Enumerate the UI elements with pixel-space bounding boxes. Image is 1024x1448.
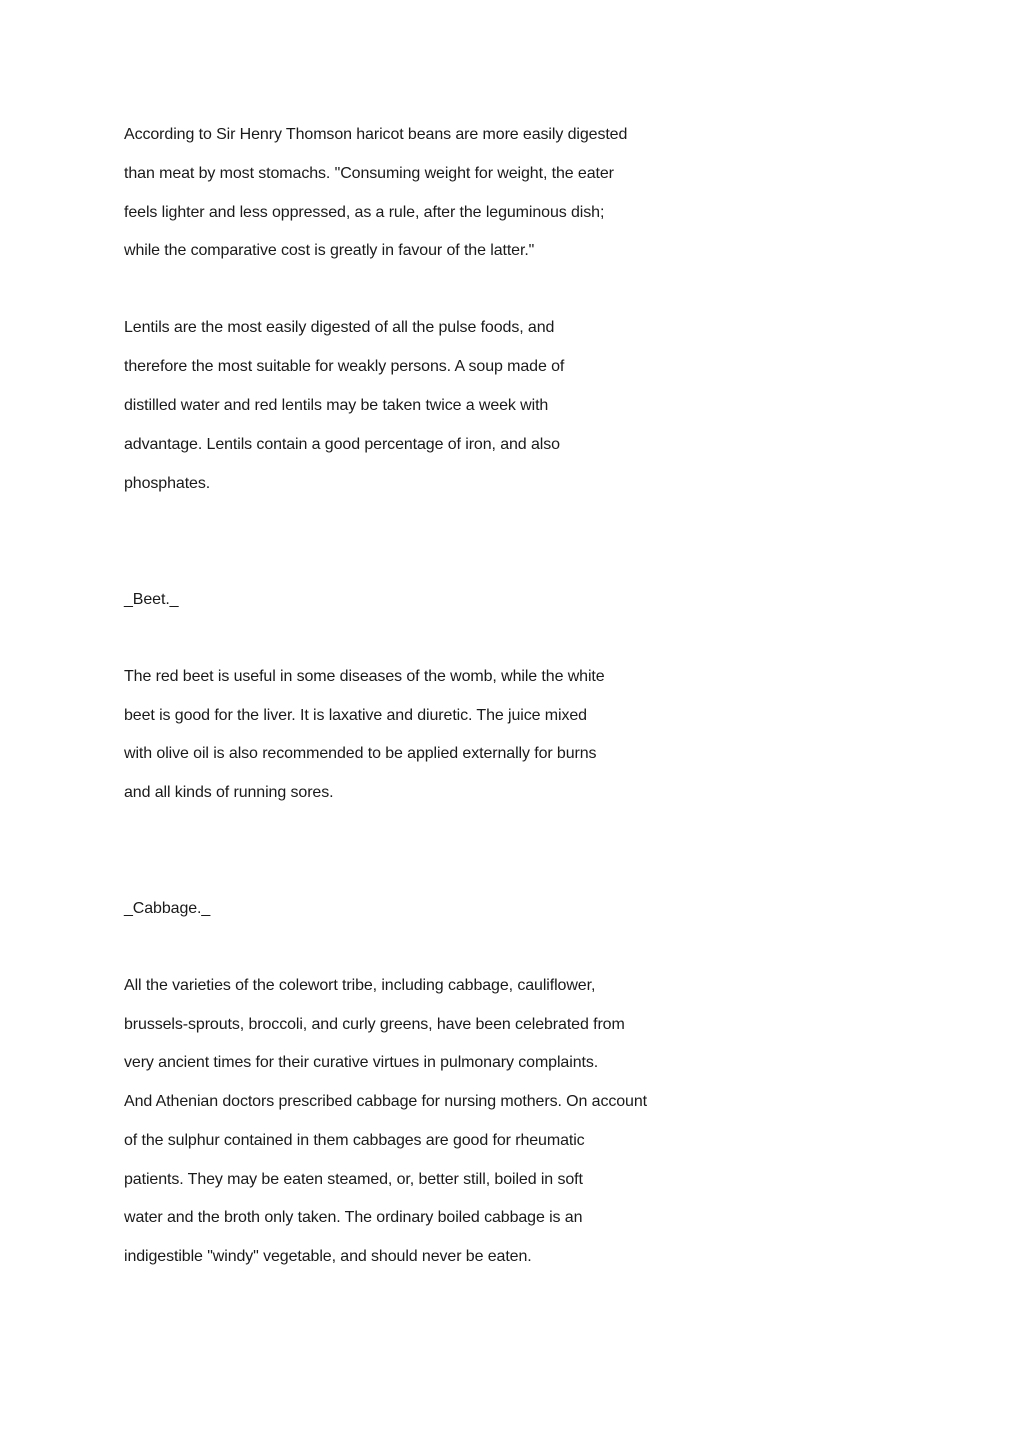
text-line: Lentils are the most easily digested of all the pulse foods, and (124, 319, 555, 336)
text-line: And Athenian doctors prescribed cabbage for nursing mothers. On account (124, 1093, 647, 1110)
text-line: feels lighter and less oppressed, as a rule, after the leguminous dish; (124, 204, 605, 221)
text-line: patients. They may be eaten steamed, or, better still, boiled in soft (124, 1171, 583, 1188)
text-line: with olive oil is also recommended to be applied externally for burns (124, 745, 597, 762)
text-line: brussels-sprouts, broccoli, and curly greens, have been celebrated from (124, 1016, 625, 1033)
text-line: advantage. Lentils contain a good percentage of iron, and also (124, 436, 560, 453)
text-line: than meat by most stomachs. "Consuming weight for weight, the eater (124, 165, 614, 182)
text-line: phosphates. (124, 475, 211, 492)
text-line: beet is good for the liver. It is laxative and diuretic. The juice mixed (124, 707, 587, 724)
text-line: while the comparative cost is greatly in favour of the latter." (124, 242, 535, 259)
text-line: distilled water and red lentils may be taken twice a week with (124, 397, 549, 414)
text-line: According to Sir Henry Thomson haricot beans are more easily digested (124, 126, 628, 143)
text-line: therefore the most suitable for weakly persons. A soup made of (124, 358, 565, 375)
text-line: The red beet is useful in some diseases of the womb, while the white (124, 668, 605, 685)
text-line: All the varieties of the colewort tribe, including cabbage, cauliflower, (124, 977, 596, 994)
text-line: very ancient times for their curative virtues in pulmonary complaints. (124, 1054, 599, 1071)
text-line: indigestible "windy" vegetable, and should never be eaten. (124, 1248, 532, 1265)
section-heading-beet: _Beet._ (124, 591, 179, 608)
text-line: of the sulphur contained in them cabbages are good for rheumatic (124, 1132, 585, 1149)
section-heading-cabbage: _Cabbage._ (124, 900, 211, 917)
text-line: water and the broth only taken. The ordinary boiled cabbage is an (124, 1209, 583, 1226)
text-line: and all kinds of running sores. (124, 784, 334, 801)
